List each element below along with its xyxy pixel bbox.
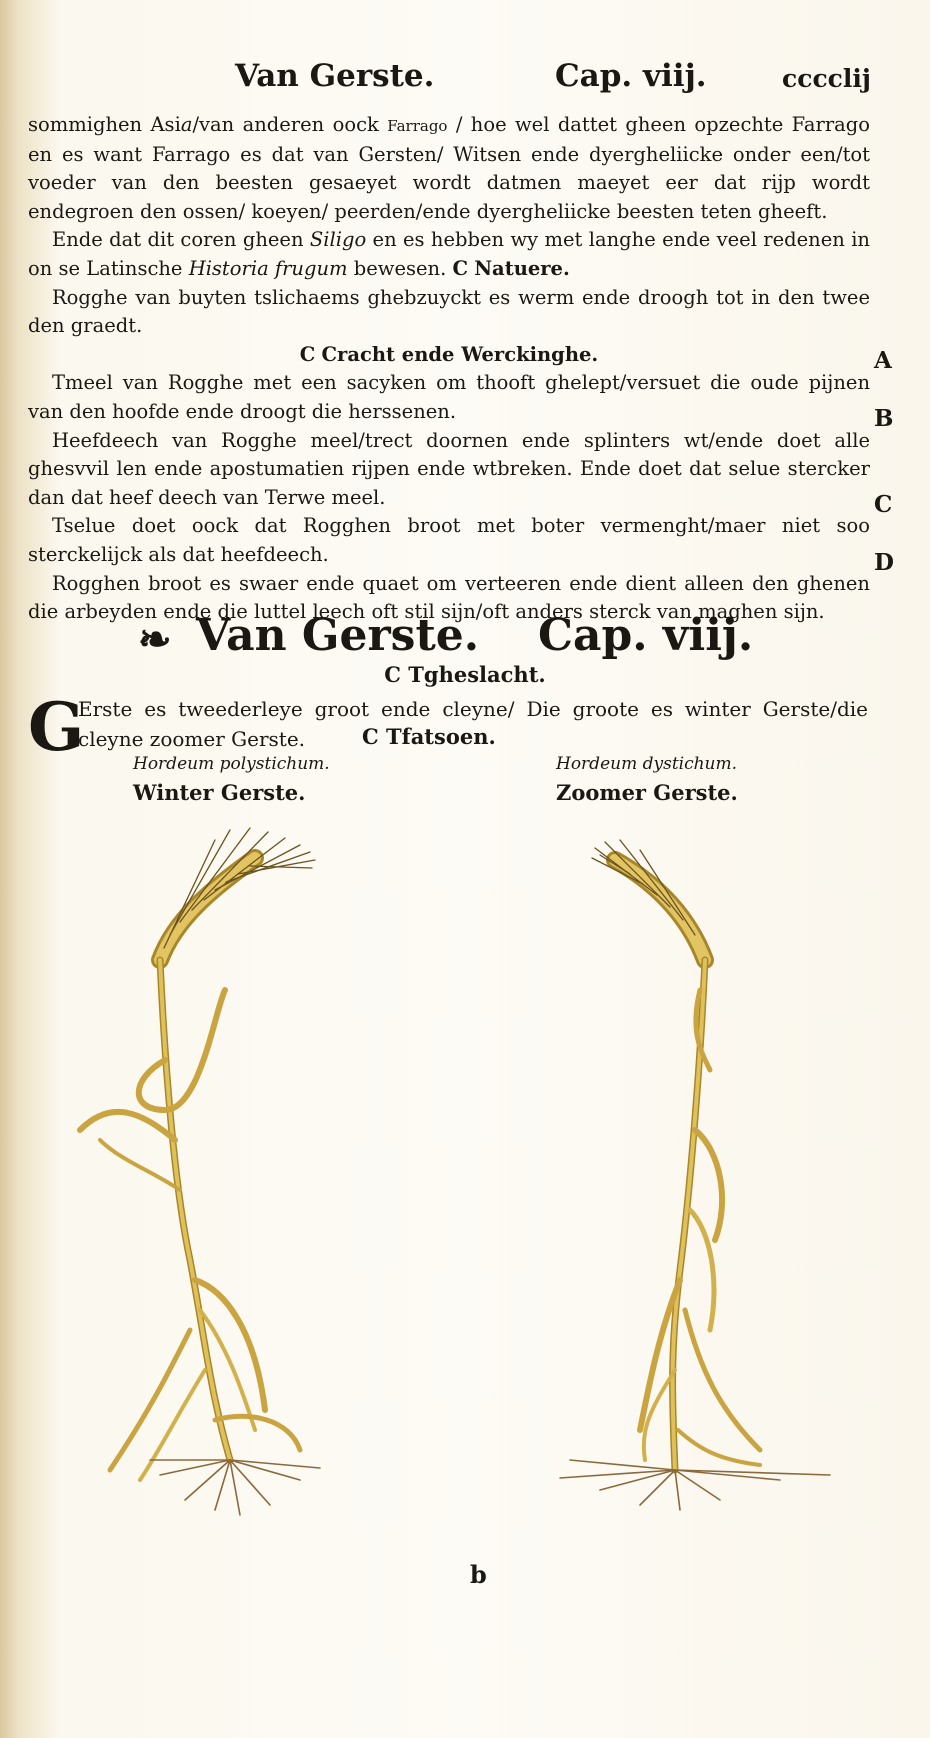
page-header [0,52,930,102]
section-geslacht-label: Tgheslacht. [408,662,546,687]
summer-barley-plant [560,840,830,1510]
drop-cap: G [28,688,85,766]
rye-text-block [28,111,870,627]
gerste-paragraph: Erste es tweederleye groot ende cleyne/ Die groote es winter Gerste/die cleyne zoomer Gerste. [78,697,868,751]
paragraph-5: Heefdeech van Rogghe meel/trect doornen ende splinters wt/ende doet alle ghesvvil len ende apostumatien rijpen ende wtbreken. Ende doet dat selue stercker dan dat heef deech van Terwe meel. [28,428,870,509]
section-geslacht [0,662,930,687]
pilcrow-mark: C [362,724,379,749]
chapter-title: Van Gerste. [196,610,480,661]
winter-barley-roots [150,1460,320,1515]
hand-ornament-icon: ❧ [138,616,172,663]
running-title: Van Gerste. [235,58,435,94]
section-tatsoen-label: Tfatsoen. [386,724,496,749]
chapter-number: Cap. viij. [538,610,754,661]
right-latin-label: Hordeum dystichum. [556,754,738,774]
right-dutch-label: Zoomer Gerste. [556,780,738,805]
pilcrow-mark: C [452,256,469,280]
margin-letter-a: A [874,347,892,374]
margin-letters [870,0,910,700]
left-latin-label: Hordeum polystichum. [133,754,330,774]
margin-letter-b: B [874,405,894,432]
margin-letter-c: C [874,491,893,518]
summer-barley-roots [560,1460,830,1510]
chapter-heading [0,608,930,668]
winter-barley-plant [80,828,320,1515]
paragraph-7: Rogghen broot es swaer ende quaet om verteeren ende dient alleen den ghenen die arbeyden ende die luttel leech oft stil sijn/oft anders sterck van maghen sijn. [28,571,870,624]
pilcrow-mark: C [299,342,316,366]
left-dutch-label: Winter Gerste. [133,780,306,805]
barley-illustration [0,810,930,1610]
paragraph-6: Tselue doet oock dat Rogghen broot met boter vermenght/maer niet soo sterckelijck als dat heefdeech. [28,514,870,566]
paragraph-3: Rogghe van buyten tslichaems ghebzuyckt es werm ende droogh tot in den twee den graedt. [28,285,870,338]
signature-mark: b [470,1560,487,1589]
pilcrow-mark: C [384,662,401,687]
margin-letter-d: D [874,549,894,576]
paragraph-1: sommighen Asia/van anderen oock Farrago / hoe wel dattet gheen opzechte Farrago en es want Farrago es dat van Gersten/ Witsen ende dyergheliicke onder een/tot voeder van den beesten gesaeyet wordt datmen maeyet eer dat rijp wordt endegroen den ossen/ koeyen/ peerden/ende dyergheliicke beesten teten gheeft. [28,113,870,223]
paragraph-2: Ende dat dit coren gheen Siligo en es hebben wy met langhe ende veel redenen in on se Latinsche Historia frugum bewesen. C Natuere. [28,228,870,280]
folio-number: cccclij [782,64,871,93]
heading-cracht: Cracht ende Werckinghe. [321,342,599,366]
heading-natuere: Natuere. [474,256,570,280]
running-chapter: Cap. viij. [555,58,707,94]
paragraph-4: Tmeel van Rogghe met een sacyken om thooft ghelept/versuet die oude pijnen van den hoofde ende droogt die herssenen. [28,371,870,423]
section-tatsoen [362,724,496,749]
heading-cracht-line [28,341,870,370]
